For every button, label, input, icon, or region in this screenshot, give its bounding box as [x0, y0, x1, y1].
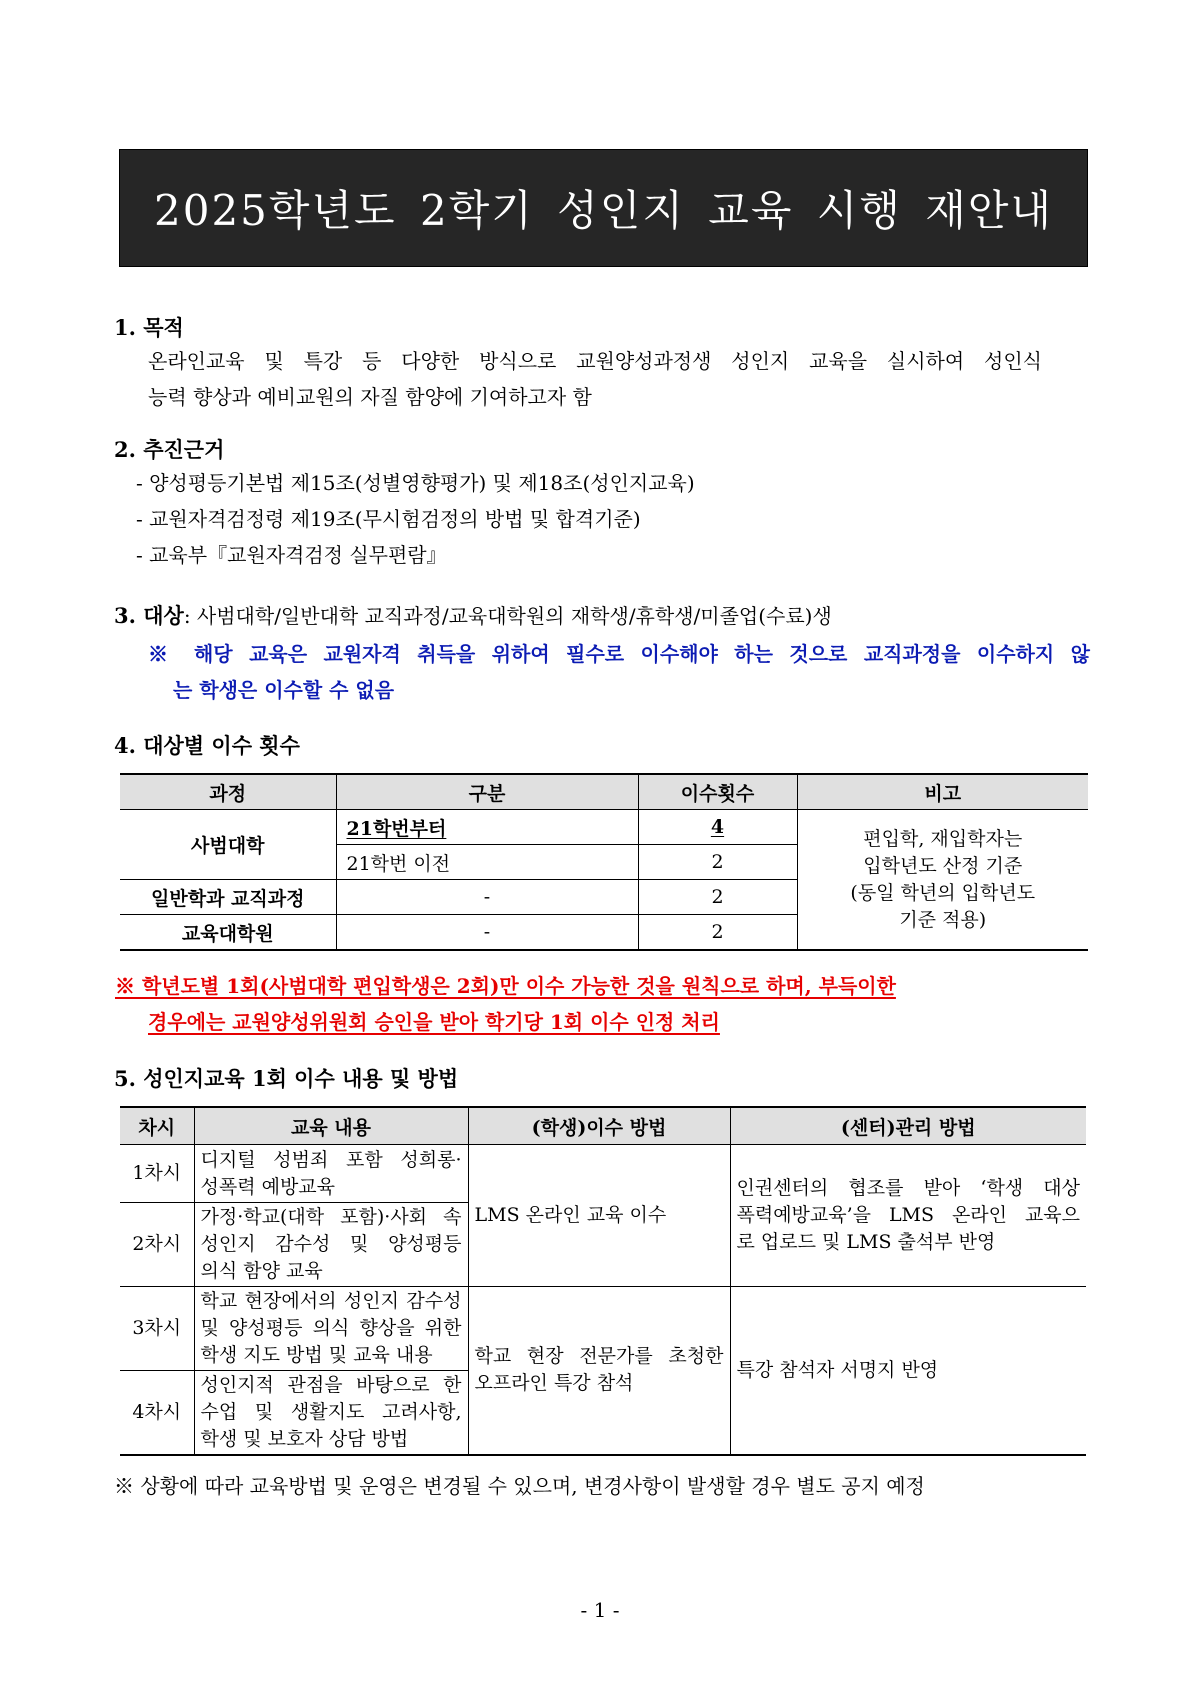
- method-line: 학교 현장 전문가를 초청한: [474, 1345, 724, 1368]
- footnote: ※ 상황에 따라 교육방법 및 운영은 변경될 수 있으며, 변경사항이 발생할 경우 별도 공지 예정: [114, 1474, 925, 1498]
- session-cell: 2차시: [120, 1203, 194, 1287]
- header-count: 이수횟수: [638, 774, 797, 810]
- student-method-offline: [468, 1287, 730, 1455]
- section-4-heading: 4. 대상별 이수 횟수: [114, 733, 300, 758]
- remark-line: (동일 학년의 입학년도: [850, 881, 1036, 904]
- content-line: 학생 및 보호자 상담 방법: [200, 1427, 409, 1450]
- content-line: 성폭력 예방교육: [200, 1175, 336, 1198]
- content-line: 학생 지도 방법 및 교육 내용: [200, 1344, 433, 1366]
- completion-count-table: [120, 773, 1088, 951]
- type-cell: 21학번부터: [336, 810, 638, 845]
- session-cell: 4차시: [120, 1371, 194, 1455]
- header-center-method: (센터)관리 방법: [730, 1107, 1086, 1145]
- section-3-line: [114, 598, 832, 634]
- table-row: [120, 1287, 1086, 1371]
- manage-line: 로 업로드 및 LMS 출석부 반영: [736, 1231, 996, 1253]
- table-row: [120, 1145, 1086, 1203]
- course-cell: 사범대학: [120, 810, 336, 880]
- basis-item-2: - 교원자격검정령 제19조(무시험검정의 방법 및 합격기준): [136, 507, 641, 531]
- type-cell: 21학번 이전: [336, 845, 638, 880]
- remark-line: 편입학, 재입학자는: [863, 827, 1023, 850]
- education-method-table: [120, 1106, 1086, 1456]
- section-1-heading: 1. 목적: [114, 315, 184, 340]
- content-line: 수업 및 생활지도 고려사항,: [200, 1400, 462, 1423]
- content-line: 디지털 성범죄 포함 성희롱·: [200, 1148, 462, 1171]
- count-note-line-1: ※ 학년도별 1회(사범대학 편입학생은 2회)만 이수 가능한 것을 원칙으로 하며, 부득이한: [115, 974, 896, 998]
- purpose-line-2: 능력 향상과 예비교원의 자질 함양에 기여하고자 함: [148, 385, 592, 409]
- target-note-line-2: 는 학생은 이수할 수 없음: [173, 678, 395, 702]
- remark-line: 입학년도 산정 기준: [863, 854, 1023, 877]
- count-cell: 2: [638, 880, 797, 915]
- method-line: 오프라인 특강 참석: [474, 1372, 634, 1395]
- course-cell: 일반학과 교직과정: [120, 880, 336, 915]
- header-type: 구분: [336, 774, 638, 810]
- type-cell: -: [336, 880, 638, 915]
- remark-cell: [797, 810, 1088, 951]
- student-method-online: LMS 온라인 교육 이수: [468, 1145, 730, 1287]
- content-cell: [194, 1145, 468, 1203]
- header-remark: 비고: [797, 774, 1088, 810]
- table-header-row: [120, 1107, 1086, 1145]
- type-cell: -: [336, 915, 638, 951]
- count-cell: 2: [638, 915, 797, 951]
- purpose-line-1: 온라인교육 및 특강 등 다양한 방식으로 교원양성과정생 성인지 교육을 실시하여 성인식: [148, 349, 1042, 373]
- content-line: 가정·학교(대학 포함)·사회 속: [200, 1206, 462, 1228]
- page-title: 2025학년도 2학기 성인지 교육 시행 재안내: [119, 149, 1088, 267]
- basis-item-1: - 양성평등기본법 제15조(성별영향평가) 및 제18조(성인지교육): [136, 471, 695, 495]
- section-3-heading: 3. 대상: [114, 603, 184, 628]
- table-header-row: [120, 774, 1088, 810]
- session-cell: 1차시: [120, 1145, 194, 1203]
- count-note-line-2: 경우에는 교원양성위원회 승인을 받아 학기당 1회 이수 인정 처리: [148, 1010, 720, 1034]
- header-course: 과정: [120, 774, 336, 810]
- content-cell: [194, 1371, 468, 1455]
- header-session: 차시: [120, 1107, 194, 1145]
- remark-line: 기준 적용): [899, 908, 987, 931]
- content-line: 성인지 감수성 및 양성평등: [200, 1233, 462, 1255]
- target-text: : 사범대학/일반대학 교직과정/교육대학원의 재학생/휴학생/미졸업(수료)생: [183, 604, 832, 628]
- count-cell: 4: [638, 810, 797, 845]
- section-5-heading: 5. 성인지교육 1회 이수 내용 및 방법: [114, 1066, 459, 1091]
- content-line: 의식 함양 교육: [200, 1260, 323, 1282]
- content-line: 성인지적 관점을 바탕으로 한: [200, 1373, 462, 1396]
- session-cell: 3차시: [120, 1287, 194, 1371]
- basis-item-3: - 교육부『교원자격검정 실무편람』: [136, 543, 447, 567]
- page-number: - 1 -: [580, 1598, 620, 1622]
- manage-line: 폭력예방교육’을 LMS 온라인 교육으: [736, 1204, 1080, 1226]
- table-row: [120, 810, 1088, 845]
- header-student-method: (학생)이수 방법: [468, 1107, 730, 1145]
- content-line: 학교 현장에서의 성인지 감수성: [200, 1290, 462, 1312]
- course-cell: 교육대학원: [120, 915, 336, 951]
- content-cell: [194, 1203, 468, 1287]
- center-method-offline: 특강 참석자 서명지 반영: [730, 1287, 1086, 1455]
- content-line: 및 양성평등 의식 향상을 위한: [200, 1317, 462, 1339]
- count-cell: 2: [638, 845, 797, 880]
- header-content: 교육 내용: [194, 1107, 468, 1145]
- manage-line: 인권센터의 협조를 받아 ‘학생 대상: [736, 1177, 1080, 1199]
- center-method-online: [730, 1145, 1086, 1287]
- target-note-line-1: ※ 해당 교육은 교원자격 취득을 위하여 필수로 이수해야 하는 것으로 교직과정을 이수하지 않: [148, 642, 1090, 666]
- content-cell: [194, 1287, 468, 1371]
- section-2-heading: 2. 추진근거: [114, 437, 225, 462]
